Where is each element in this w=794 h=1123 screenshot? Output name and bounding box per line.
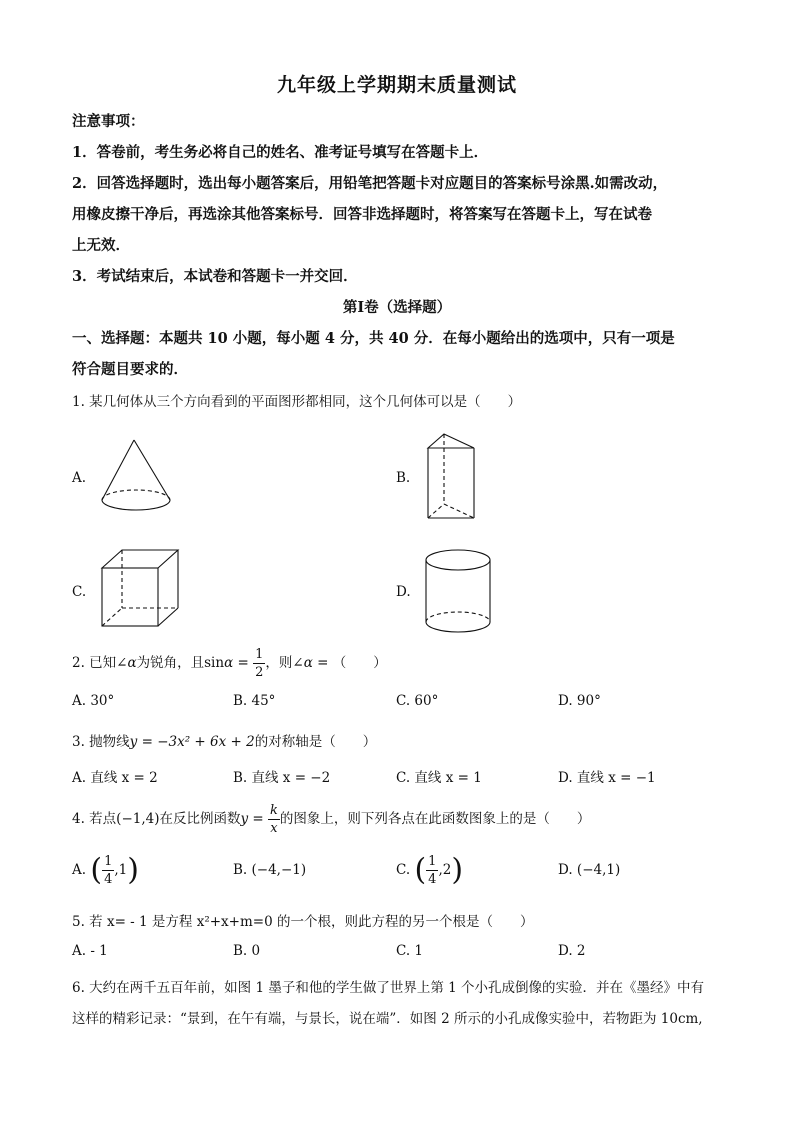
- q4-stem-mid: 在反比例函数: [159, 811, 241, 827]
- q1-option-d-label: D.: [396, 584, 411, 600]
- q1-option-b-label: B.: [396, 470, 411, 486]
- q4-option-c-lparen: (: [414, 852, 427, 888]
- q2-alpha-2: α: [224, 655, 234, 671]
- q4-y-eq: y =: [240, 811, 264, 827]
- q2-frac-num: 1: [255, 647, 264, 662]
- q2-option-c: C. 60°: [396, 693, 439, 709]
- q4-option-c-num: 1: [428, 854, 437, 869]
- q4-option-a-label: A.: [72, 862, 87, 878]
- q2-sin: sin: [204, 655, 225, 671]
- triangular-prism-figure: [426, 430, 486, 524]
- q2-stem-end: = （ ）: [312, 655, 387, 671]
- q4-stem: [72, 802, 590, 836]
- q4-option-c-rest: ,2: [438, 862, 452, 878]
- q5-option-a: A. - 1: [72, 943, 108, 959]
- q4-x: x: [270, 821, 278, 836]
- notice-item-2-line-1: 2．回答选择题时，选出每小题答案后，用铅笔把答题卡对应题目的答案标号涂黑.如需改动，: [72, 175, 668, 192]
- q6-line-2: 这样的精彩记录：“景到，在午有端，与景长，说在端”．如图 2 所示的小孔成像实验中，若物距为 10cm,: [72, 1011, 703, 1027]
- q1-option-c-label: C.: [72, 584, 87, 600]
- notice-item-1: 1．答卷前，考生务必将自己的姓名、准考证号填写在答题卡上．: [72, 144, 489, 161]
- q4-stem-post: 的图象上，则下列各点在此函数图象上的是（ ）: [279, 811, 591, 827]
- q4-option-a-rest: ,1: [114, 862, 128, 878]
- q2-alpha: α: [127, 655, 137, 671]
- q1-stem: 1. 某几何体从三个方向看到的平面图形都相同，这个几何体可以是（ ）: [72, 394, 522, 410]
- q3-option-a: A. 直线 x = 2: [72, 770, 158, 786]
- notice-item-2-line-3: 上无效．: [72, 237, 130, 254]
- q4-k: k: [270, 803, 278, 818]
- q4-option-a: [72, 850, 139, 891]
- q2-stem-post: ，则∠: [265, 655, 304, 671]
- q2-stem: [72, 646, 387, 680]
- notice-heading: 注意事项：: [72, 113, 145, 130]
- q2-option-a: A. 30°: [72, 693, 115, 709]
- q3-option-d: D. 直线 x = −1: [558, 770, 656, 786]
- q4-option-c-den: 4: [428, 872, 437, 887]
- section-intro-line-2: 符合题目要求的．: [72, 361, 188, 378]
- q4-option-a-rparen: ): [127, 852, 139, 888]
- q2-option-b: B. 45°: [233, 693, 276, 709]
- q4-option-c: [396, 850, 463, 891]
- page-title: 九年级上学期期末质量测试: [276, 74, 517, 96]
- q3-option-b: B. 直线 x = −2: [233, 770, 331, 786]
- q3-formula: y = −3x² + 6x + 2: [129, 734, 255, 750]
- q4-option-a-lparen: (: [90, 852, 103, 888]
- q5-option-b: B. 0: [233, 943, 261, 959]
- q2-frac-den: 2: [255, 665, 264, 680]
- q2-stem-pre: 2. 已知∠: [72, 655, 128, 671]
- q1-option-a-label: A.: [72, 470, 87, 486]
- q5-stem: 5. 若 x= - 1 是方程 x²+x+m=0 的一个根，则此方程的另一个根是（ ）: [72, 914, 534, 930]
- q3-stem-pre: 3. 抛物线: [72, 734, 130, 750]
- q4-option-b: B. (−4,−1): [233, 862, 307, 878]
- notice-item-2-line-2: 用橡皮擦干净后，再选涂其他答案标号．回答非选择题时，将答案写在答题卡上，写在试卷: [72, 206, 652, 223]
- q4-option-c-label: C.: [396, 862, 411, 878]
- section-intro-line-1: 一、选择题：本题共 10 小题，每小题 4 分，共 40 分．在每小题给出的选项中，只有一项是: [72, 330, 675, 347]
- q3-option-c: C. 直线 x = 1: [396, 770, 482, 786]
- q2-eq: =: [233, 655, 254, 671]
- q5-option-d: D. 2: [558, 943, 586, 959]
- q2-option-d: D. 90°: [558, 693, 601, 709]
- notice-item-3: 3．考试结束后，本试卷和答题卡一并交回．: [72, 268, 358, 285]
- q2-alpha-3: α: [303, 655, 313, 671]
- cylinder-figure: [424, 548, 494, 638]
- q4-stem-pre: 4. 若点: [72, 811, 117, 827]
- q5-option-c: C. 1: [396, 943, 424, 959]
- section-title: 第Ⅰ卷（选择题）: [342, 299, 452, 316]
- q3-stem-post: 的对称轴是（ ）: [254, 734, 377, 750]
- q6-line-1: 6. 大约在两千五百年前，如图 1 墨子和他的学生做了世界上第 1 个小孔成倒像的实验．并在《墨经》中有: [72, 980, 705, 996]
- q4-option-a-frac: [102, 855, 114, 886]
- q4-option-c-rparen: ): [451, 852, 464, 888]
- cone-figure: [98, 436, 178, 518]
- q3-stem: [72, 730, 376, 750]
- q4-option-c-frac: [426, 855, 438, 886]
- q4-option-a-num: 1: [104, 854, 113, 869]
- q2-stem-mid: 为锐角，且: [136, 655, 205, 671]
- q4-option-a-den: 4: [104, 872, 113, 887]
- q4-fraction: [268, 804, 280, 835]
- q2-fraction: [253, 648, 265, 679]
- q4-option-d: D. (−4,1): [558, 862, 621, 878]
- q4-point: (−1,4): [116, 811, 160, 827]
- cube-figure: [100, 548, 182, 630]
